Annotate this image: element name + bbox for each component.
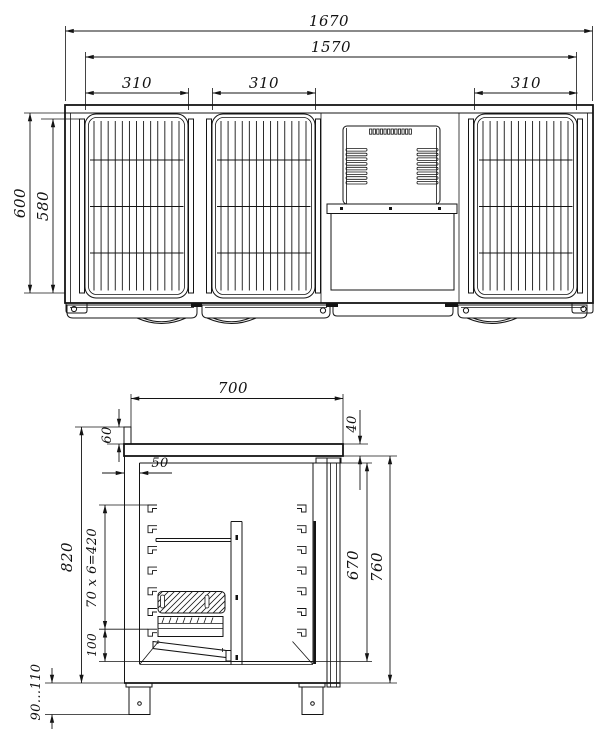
door-grille-left: [80, 114, 194, 298]
door-section: [316, 458, 341, 687]
compressor-cover: [331, 214, 454, 291]
dim-depth-label: 700: [217, 379, 249, 397]
dim-body-height-label: 820: [58, 541, 76, 573]
door-grille-right: [469, 114, 583, 298]
dim-overall-height-label: 600: [11, 187, 29, 219]
dim-body-width-label: 1570: [310, 38, 352, 56]
dim-bottom-gap-label: 100: [85, 633, 99, 657]
condenser-louvers-left: [346, 149, 367, 185]
splash-lip: [124, 427, 131, 444]
dim-door3-width-label: 310: [510, 74, 542, 92]
dim-door1-width-label: 310: [121, 74, 153, 92]
machine-bay: [321, 113, 459, 303]
front-view: [11, 12, 593, 324]
partition: [231, 522, 242, 665]
countertop: [124, 444, 343, 456]
dim-leg-height-label: 90...110: [29, 663, 44, 721]
evaporator-unit: [140, 590, 248, 661]
bottom-trays: [66, 303, 593, 324]
dim-splash-height-label: 60: [100, 426, 115, 444]
side-view-dimensions: [29, 379, 397, 729]
condenser-louvers-right: [417, 149, 438, 185]
door-grille-center: [207, 114, 321, 298]
front-view-dimensions: [11, 12, 593, 293]
dim-top-thickness-label: 40: [345, 415, 360, 433]
vent-slot-row: [370, 129, 412, 134]
dim-inner-height-label: 670: [344, 549, 362, 581]
leg-right: [299, 683, 325, 715]
shelf-brackets-right: [297, 505, 306, 636]
leg-left: [126, 683, 152, 715]
shelf: [156, 539, 231, 542]
dim-opening-height-label: 580: [34, 190, 52, 222]
drip-tray: [153, 642, 226, 658]
side-view: [29, 379, 397, 729]
dim-shelf-pitch-label: 70 x 6=420: [85, 527, 100, 609]
shelf-brackets-left: [148, 505, 157, 636]
dim-door2-width-label: 310: [248, 74, 280, 92]
dim-overall-width-label: 1670: [308, 12, 350, 30]
dim-wall-thickness-label: 50: [151, 456, 169, 471]
dim-front-height-label: 760: [368, 551, 386, 583]
